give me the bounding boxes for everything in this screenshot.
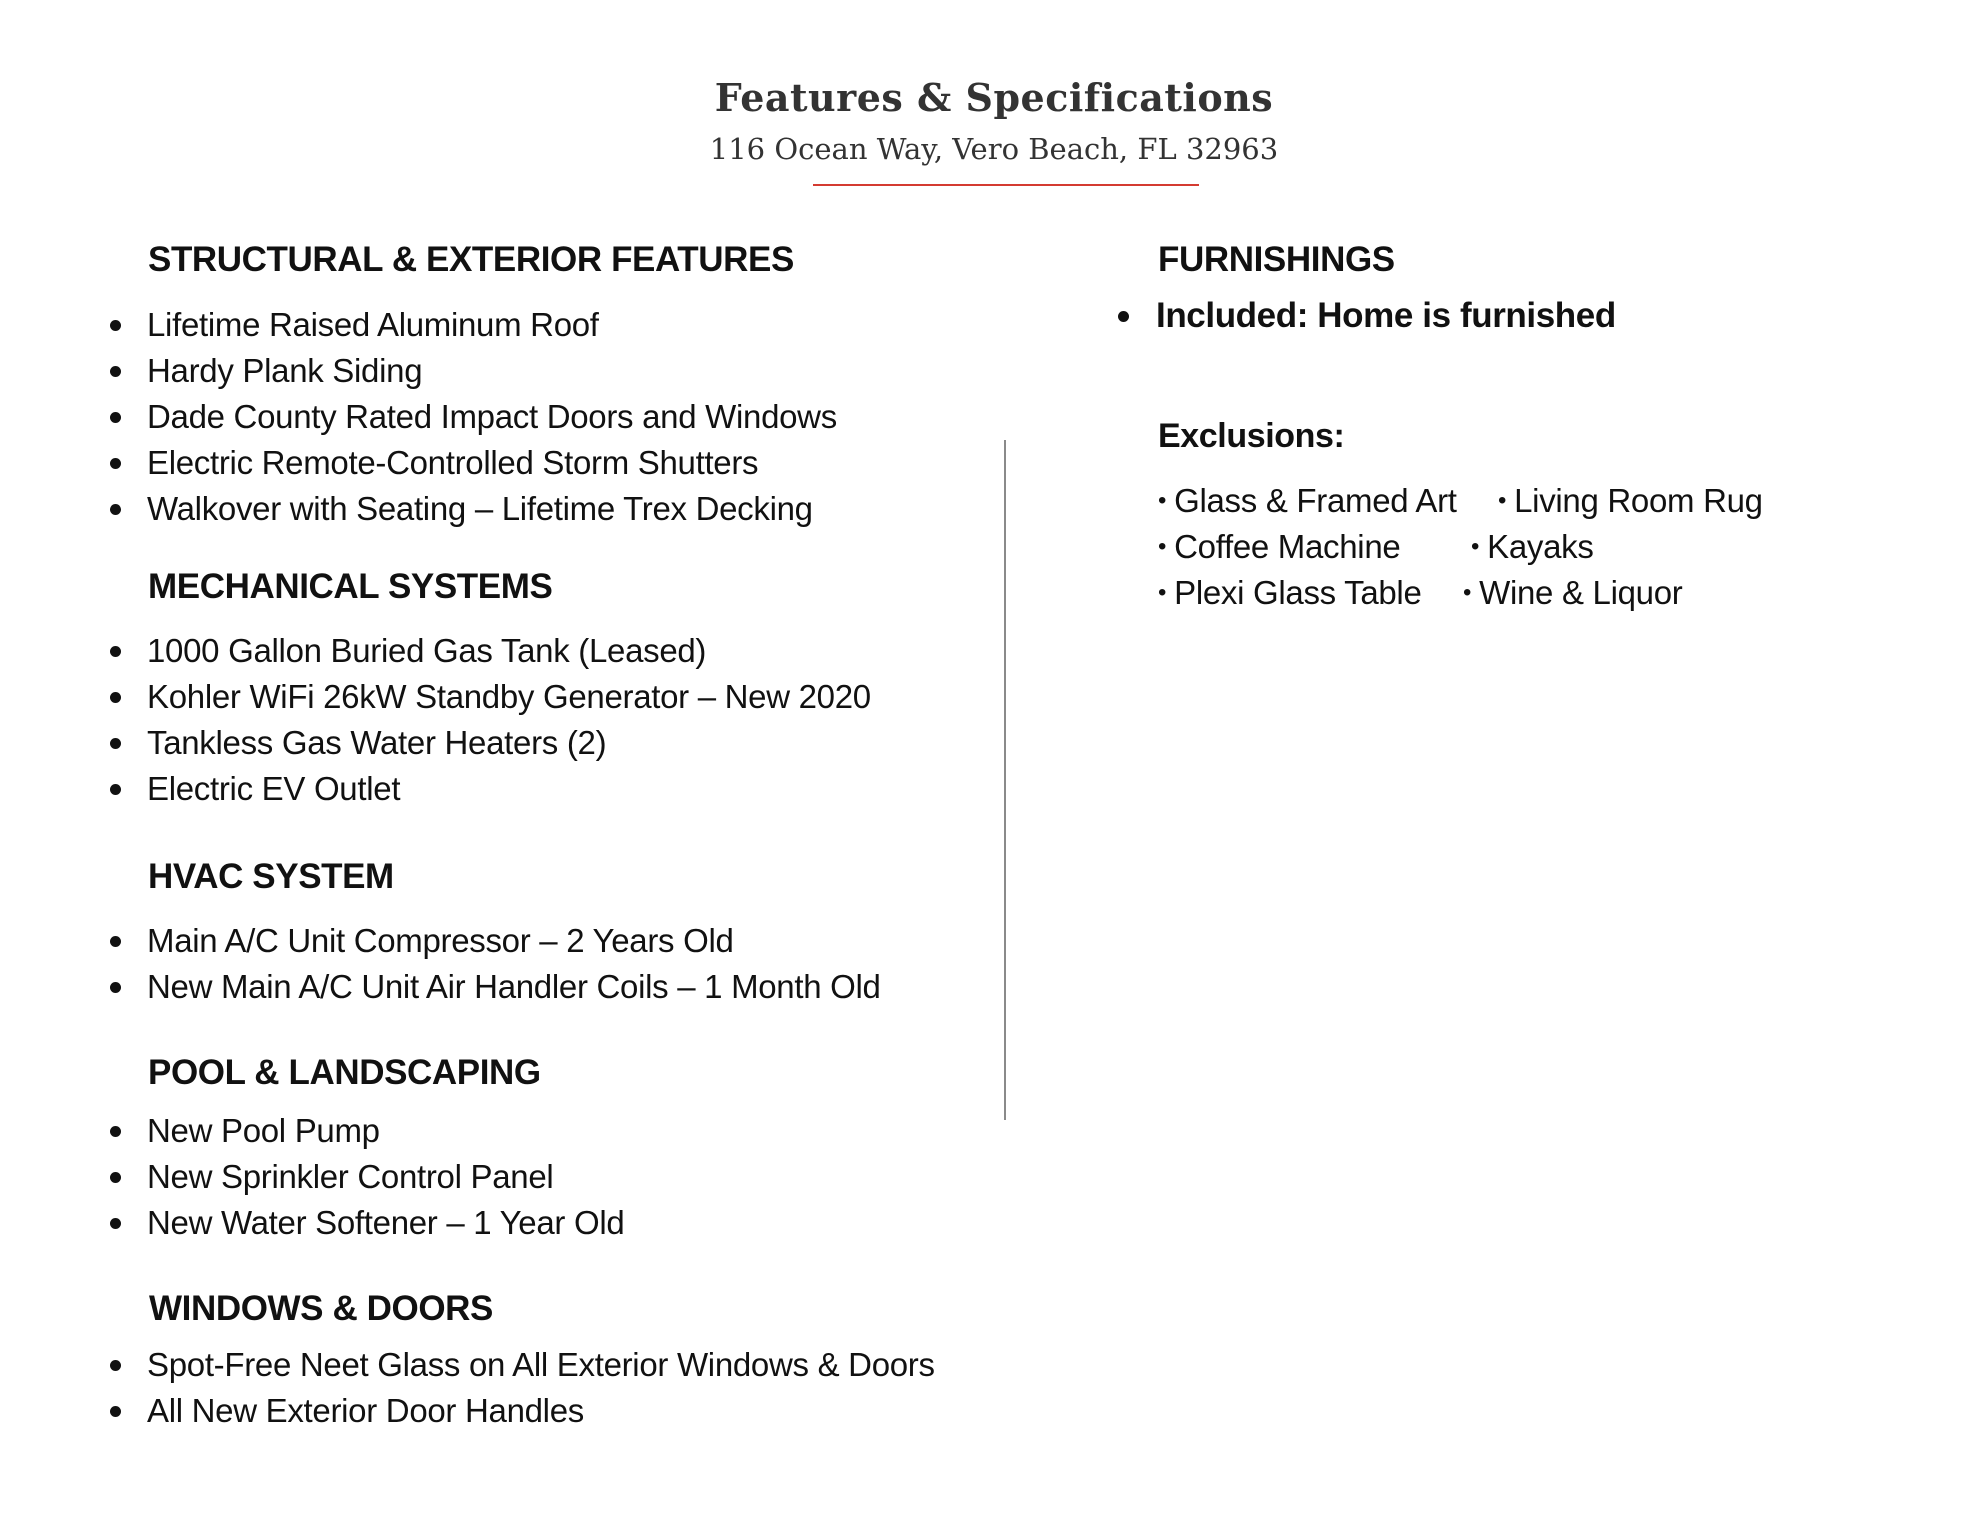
list-item: 1000 Gallon Buried Gas Tank (Leased) xyxy=(110,628,871,674)
bullet-icon: • xyxy=(1158,579,1167,606)
page-title: Features & Specifications xyxy=(714,75,1274,120)
structural-exterior-list xyxy=(110,302,837,532)
bullet-icon: • xyxy=(1471,533,1480,560)
list-item: Main A/C Unit Compressor – 2 Years Old xyxy=(110,918,881,964)
list-item: Tankless Gas Water Heaters (2) xyxy=(110,720,871,766)
exclusion-item: • Coffee Machine xyxy=(1158,528,1401,565)
section-furnishings xyxy=(1158,238,1395,282)
section-title: HVAC SYSTEM xyxy=(148,857,394,896)
exclusion-item: • Kayaks xyxy=(1471,528,1594,565)
list-item: New Water Softener – 1 Year Old xyxy=(110,1200,624,1246)
bullet-icon: • xyxy=(1158,533,1167,560)
exclusion-item: • Glass & Framed Art xyxy=(1158,482,1457,519)
exclusions-row xyxy=(1158,524,1798,570)
mechanical-systems-list xyxy=(110,628,871,812)
section-title: WINDOWS & DOORS xyxy=(149,1289,493,1328)
list-item: Walkover with Seating – Lifetime Trex Decking xyxy=(110,486,837,532)
list-item: All New Exterior Door Handles xyxy=(110,1388,935,1434)
section-title: FURNISHINGS xyxy=(1158,240,1395,279)
list-item: Electric Remote-Controlled Storm Shutters xyxy=(110,440,837,486)
exclusion-item: • Living Room Rug xyxy=(1498,482,1763,519)
bullet-icon: • xyxy=(1463,579,1472,606)
document-header xyxy=(0,70,1988,172)
bullet-icon: • xyxy=(1498,487,1507,514)
title-underline xyxy=(813,184,1199,186)
section-pool-landscaping xyxy=(148,1051,541,1095)
pool-landscaping-list xyxy=(110,1108,624,1246)
exclusion-item: • Wine & Liquor xyxy=(1463,574,1683,611)
exclusion-item: • Plexi Glass Table xyxy=(1158,574,1422,611)
list-item: Spot-Free Neet Glass on All Exterior Windows & Doors xyxy=(110,1342,935,1388)
list-item: Electric EV Outlet xyxy=(110,766,871,812)
property-address: 116 Ocean Way, Vero Beach, FL 32963 xyxy=(709,132,1279,166)
section-windows-doors xyxy=(149,1287,493,1331)
bullet-icon: • xyxy=(1158,487,1167,514)
list-item: New Main A/C Unit Air Handler Coils – 1 Month Old xyxy=(110,964,881,1010)
column-divider xyxy=(1004,440,1006,1120)
hvac-system-list xyxy=(110,918,881,1010)
section-mechanical-systems xyxy=(148,565,552,609)
list-item: Dade County Rated Impact Doors and Windows xyxy=(110,394,837,440)
section-title: Exclusions: xyxy=(1158,417,1345,455)
section-title: STRUCTURAL & EXTERIOR FEATURES xyxy=(148,240,794,279)
list-item: Hardy Plank Siding xyxy=(110,348,837,394)
list-item: Lifetime Raised Aluminum Roof xyxy=(110,302,837,348)
list-item: New Pool Pump xyxy=(110,1108,624,1154)
exclusions-row xyxy=(1158,478,1798,524)
windows-doors-list xyxy=(110,1342,935,1434)
section-hvac-system xyxy=(148,855,394,899)
list-item: Kohler WiFi 26kW Standby Generator – New 2020 xyxy=(110,674,871,720)
list-item: New Sprinkler Control Panel xyxy=(110,1154,624,1200)
section-title: MECHANICAL SYSTEMS xyxy=(148,567,553,606)
section-exclusions xyxy=(1158,414,1344,458)
furnishings-included: Included: Home is furnished xyxy=(1118,293,1616,339)
exclusions-row xyxy=(1158,570,1798,616)
section-structural-exterior xyxy=(148,238,794,282)
section-title: POOL & LANDSCAPING xyxy=(148,1053,541,1092)
